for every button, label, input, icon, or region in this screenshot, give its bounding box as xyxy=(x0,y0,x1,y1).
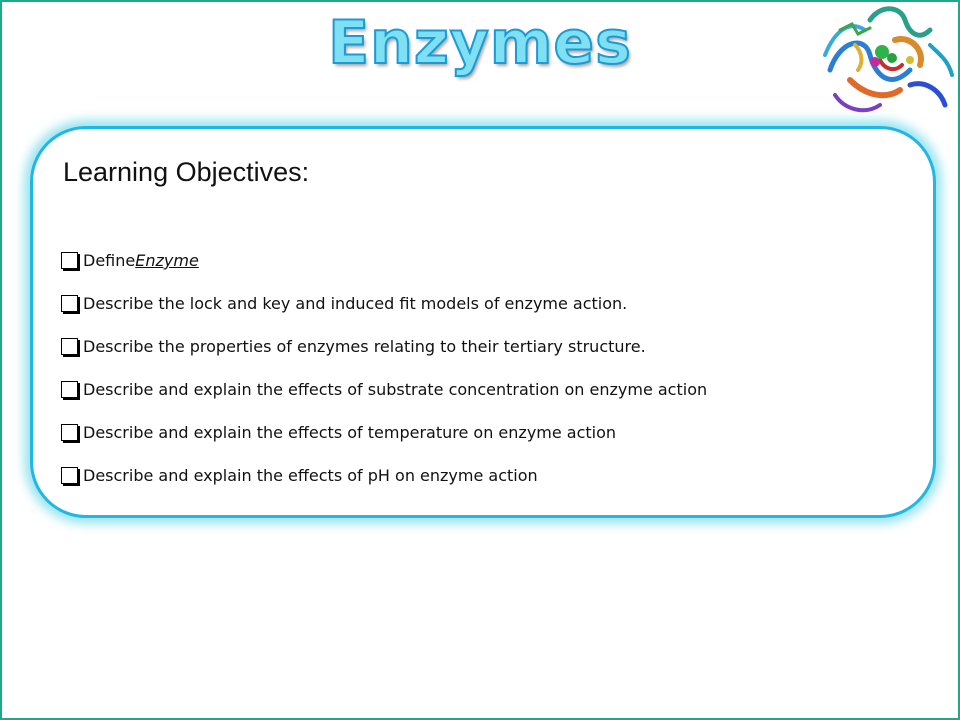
panel-heading: Learning Objectives: xyxy=(63,157,310,187)
hollow-square-bullet-icon xyxy=(61,252,78,269)
objective-item xyxy=(61,454,707,497)
hollow-square-bullet-icon xyxy=(61,338,78,355)
objective-text: Describe and explain the effects of temperature on enzyme action xyxy=(83,423,617,442)
objective-text: Describe and explain the effects of pH on enzyme action xyxy=(83,466,538,485)
protein-ribbon-structure-icon xyxy=(810,0,960,125)
learning-objectives-panel xyxy=(30,126,936,518)
objectives-list xyxy=(61,239,707,497)
objective-text: Define xyxy=(83,251,136,270)
objective-item xyxy=(61,368,707,411)
slide-title: Enzymes xyxy=(328,8,632,78)
objective-emphasis: Enzyme xyxy=(135,251,199,270)
hollow-square-bullet-icon xyxy=(61,295,78,312)
objective-text: Describe and explain the effects of substrate concentration on enzyme action xyxy=(83,380,708,399)
objective-item xyxy=(61,282,707,325)
hollow-square-bullet-icon xyxy=(61,424,78,441)
hollow-square-bullet-icon xyxy=(61,467,78,484)
objective-item xyxy=(61,325,707,368)
objective-item xyxy=(61,239,707,282)
objective-text: Describe the properties of enzymes relating to their tertiary structure. xyxy=(83,337,646,356)
objective-text: Describe the lock and key and induced fit models of enzyme action. xyxy=(83,294,628,313)
hollow-square-bullet-icon xyxy=(61,381,78,398)
objective-item xyxy=(61,411,707,454)
